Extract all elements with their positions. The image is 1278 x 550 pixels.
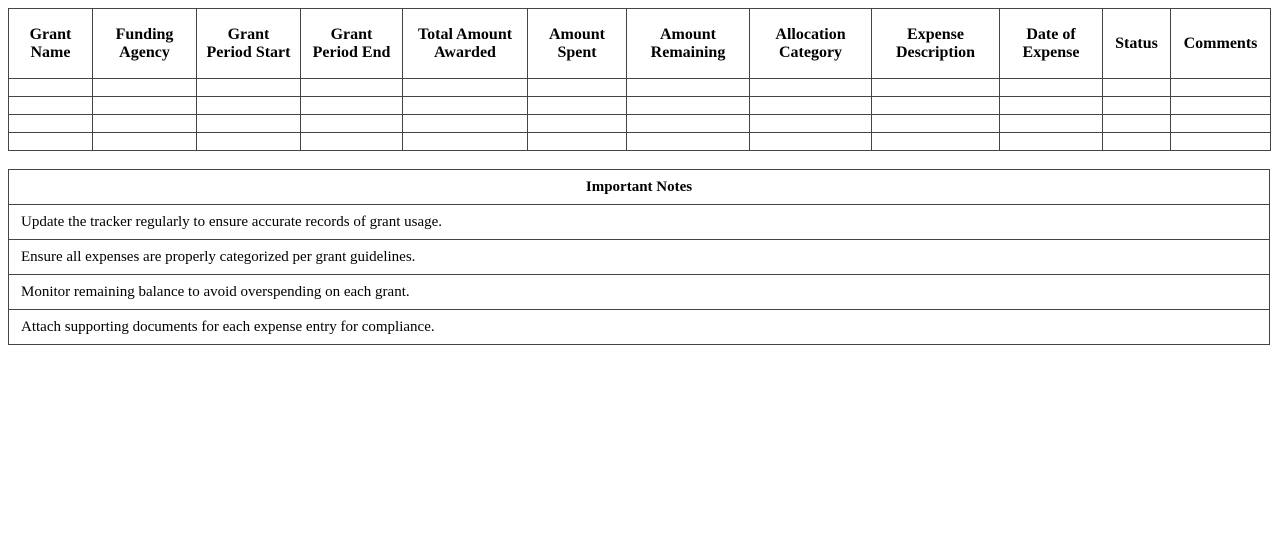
tracker-body	[9, 79, 1271, 151]
grant-tracker-table	[8, 8, 1271, 151]
table-cell[interactable]	[197, 97, 301, 115]
table-cell[interactable]	[1103, 115, 1171, 133]
column-header-amount-remaining: Amount Remaining	[627, 9, 750, 79]
column-header-allocation-category: Allocation Category	[750, 9, 872, 79]
table-row	[9, 97, 1271, 115]
table-cell[interactable]	[1171, 79, 1271, 97]
note-row	[9, 205, 1270, 240]
table-cell[interactable]	[9, 115, 93, 133]
column-header-total-amount-awarded: Total Amount Awarded	[403, 9, 528, 79]
table-row	[9, 79, 1271, 97]
table-row	[9, 133, 1271, 151]
table-cell[interactable]	[627, 133, 750, 151]
column-header-expense-description: Expense Description	[872, 9, 1000, 79]
table-cell[interactable]	[872, 79, 1000, 97]
note-item: Attach supporting documents for each expense entry for compliance.	[9, 310, 1270, 345]
notes-title: Important Notes	[9, 170, 1270, 205]
table-cell[interactable]	[403, 97, 528, 115]
important-notes-table	[8, 169, 1270, 345]
table-cell[interactable]	[9, 133, 93, 151]
note-row	[9, 275, 1270, 310]
table-cell[interactable]	[1103, 133, 1171, 151]
page	[8, 8, 1270, 345]
table-cell[interactable]	[197, 115, 301, 133]
table-cell[interactable]	[9, 97, 93, 115]
table-cell[interactable]	[750, 115, 872, 133]
table-cell[interactable]	[197, 133, 301, 151]
table-cell[interactable]	[627, 97, 750, 115]
table-cell[interactable]	[528, 97, 627, 115]
table-cell[interactable]	[528, 133, 627, 151]
table-cell[interactable]	[872, 133, 1000, 151]
table-cell[interactable]	[93, 97, 197, 115]
table-cell[interactable]	[93, 133, 197, 151]
notes-header-row	[9, 170, 1270, 205]
table-cell[interactable]	[1103, 79, 1171, 97]
table-cell[interactable]	[403, 115, 528, 133]
table-cell[interactable]	[1000, 97, 1103, 115]
table-cell[interactable]	[403, 133, 528, 151]
column-header-funding-agency: Funding Agency	[93, 9, 197, 79]
table-cell[interactable]	[872, 115, 1000, 133]
table-cell[interactable]	[301, 133, 403, 151]
table-cell[interactable]	[750, 97, 872, 115]
table-cell[interactable]	[1171, 97, 1271, 115]
column-header-date-of-expense: Date of Expense	[1000, 9, 1103, 79]
table-cell[interactable]	[403, 79, 528, 97]
table-row	[9, 115, 1271, 133]
column-header-status: Status	[1103, 9, 1171, 79]
note-item: Update the tracker regularly to ensure accurate records of grant usage.	[9, 205, 1270, 240]
table-cell[interactable]	[301, 97, 403, 115]
column-header-grant-period-start: Grant Period Start	[197, 9, 301, 79]
table-cell[interactable]	[93, 115, 197, 133]
table-cell[interactable]	[750, 79, 872, 97]
table-cell[interactable]	[528, 79, 627, 97]
table-cell[interactable]	[301, 115, 403, 133]
table-cell[interactable]	[1171, 133, 1271, 151]
note-row	[9, 240, 1270, 275]
table-cell[interactable]	[93, 79, 197, 97]
column-header-grant-name: Grant Name	[9, 9, 93, 79]
table-cell[interactable]	[1000, 115, 1103, 133]
table-cell[interactable]	[1000, 79, 1103, 97]
table-cell[interactable]	[872, 97, 1000, 115]
column-header-grant-period-end: Grant Period End	[301, 9, 403, 79]
table-header-row	[9, 9, 1271, 79]
table-cell[interactable]	[528, 115, 627, 133]
table-cell[interactable]	[750, 133, 872, 151]
table-cell[interactable]	[1103, 97, 1171, 115]
table-cell[interactable]	[1171, 115, 1271, 133]
table-cell[interactable]	[9, 79, 93, 97]
table-cell[interactable]	[197, 79, 301, 97]
table-cell[interactable]	[627, 79, 750, 97]
table-cell[interactable]	[1000, 133, 1103, 151]
table-cell[interactable]	[301, 79, 403, 97]
column-header-comments: Comments	[1171, 9, 1271, 79]
note-item: Monitor remaining balance to avoid overspending on each grant.	[9, 275, 1270, 310]
column-header-amount-spent: Amount Spent	[528, 9, 627, 79]
table-cell[interactable]	[627, 115, 750, 133]
note-item: Ensure all expenses are properly categorized per grant guidelines.	[9, 240, 1270, 275]
note-row	[9, 310, 1270, 345]
